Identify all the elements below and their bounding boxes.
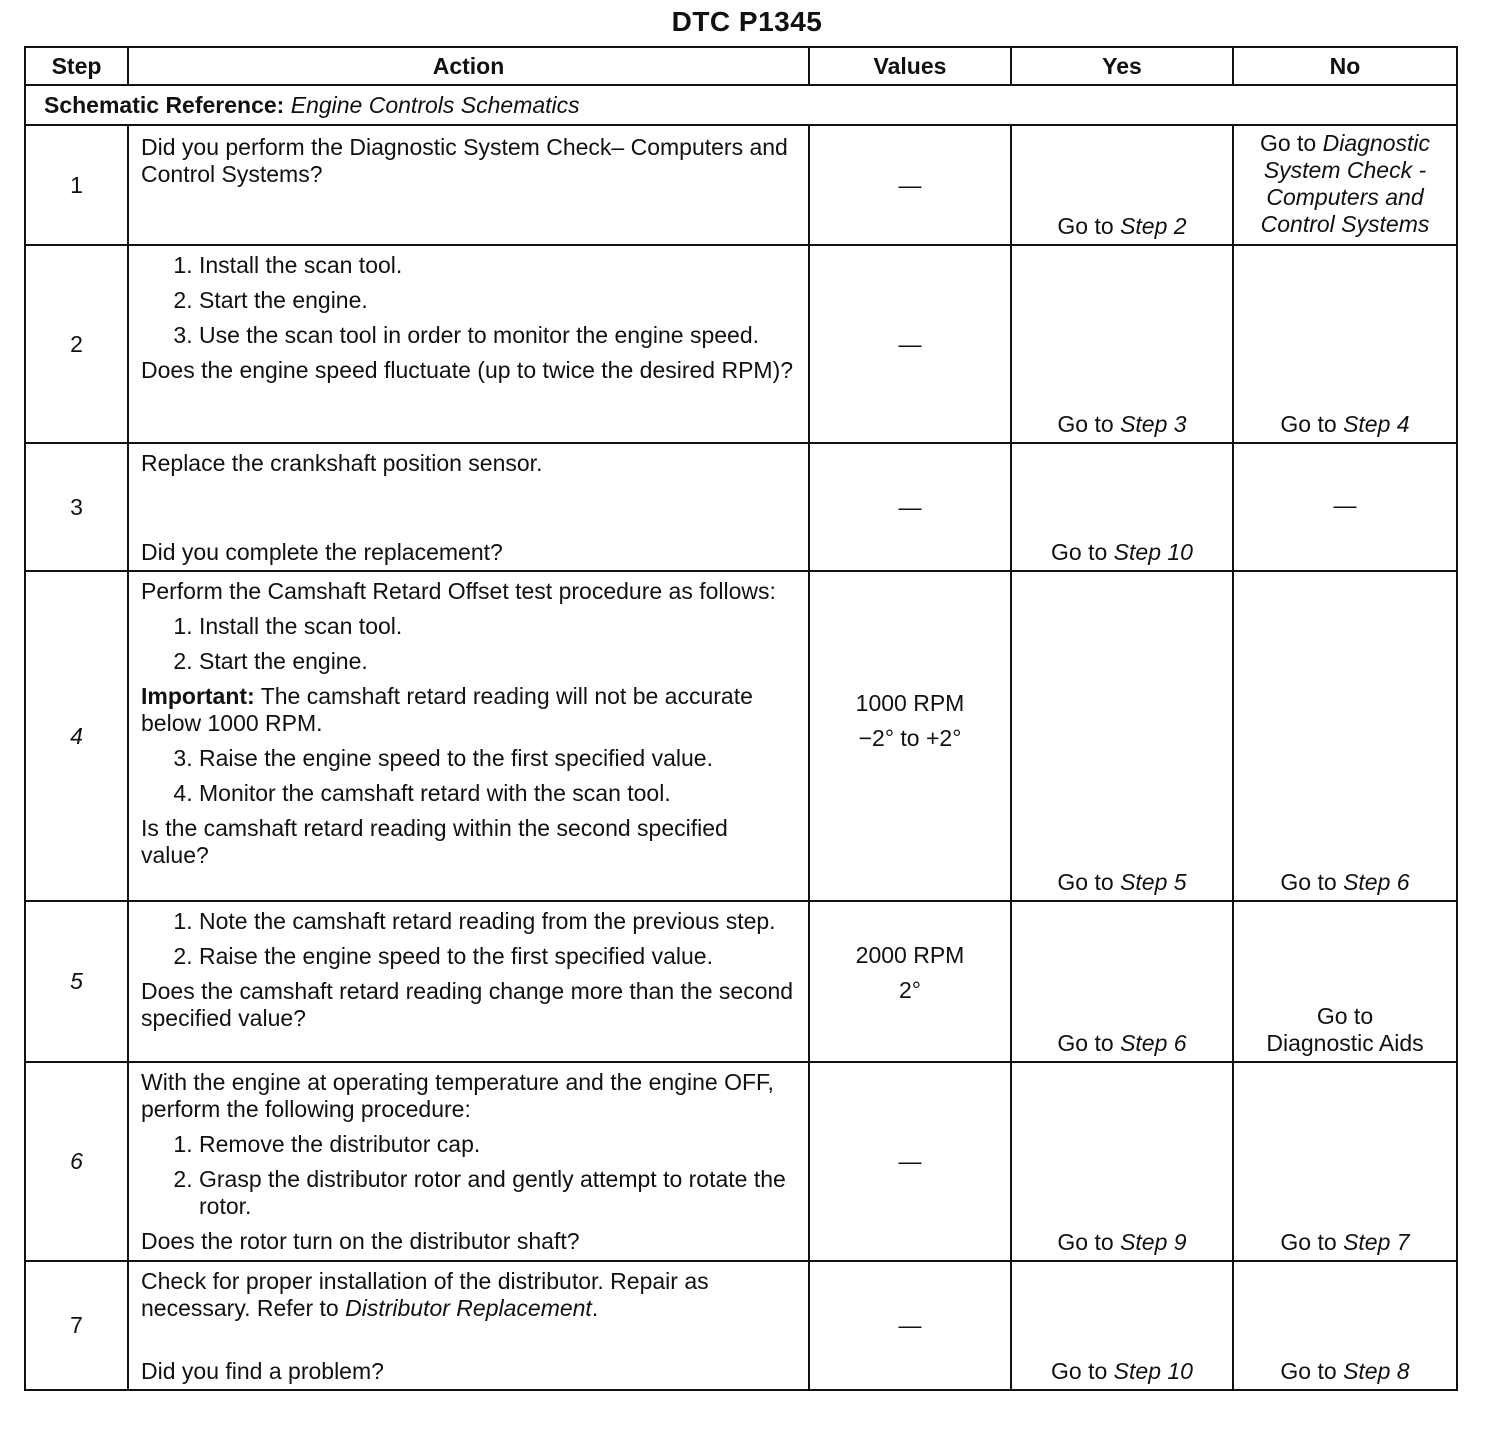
header-action: Action (128, 47, 809, 85)
procedure-list (141, 613, 798, 675)
go-to-label: Go to (1316, 1003, 1374, 1029)
procedure-item: 1. Install the scan tool. (199, 252, 798, 279)
yes-target: Step 10 (1113, 1358, 1193, 1384)
procedure-item: 2. Grasp the distributor rotor and gently attempt to rotate the rotor. (199, 1166, 798, 1220)
no-target: Diagnostic System Check - Computers and Control Systems (1260, 130, 1431, 237)
procedure-item: 3. Raise the engine speed to the first specified value. (199, 745, 798, 772)
table-row (25, 1261, 1457, 1390)
action-cell (128, 443, 809, 571)
value-cell: — (809, 1261, 1011, 1390)
procedure-list (141, 252, 798, 349)
value-cell: — (809, 245, 1011, 443)
yes-cell (1011, 245, 1233, 443)
table-row (25, 901, 1457, 1062)
header-step: Step (25, 47, 128, 85)
go-to-label: Go to (1280, 1229, 1337, 1255)
no-cell (1233, 1062, 1457, 1261)
yes-target: Step 10 (1113, 539, 1193, 565)
value-line: 2° (899, 976, 921, 1003)
no-target: Step 4 (1343, 411, 1410, 437)
value-line: 1000 RPM (855, 690, 965, 716)
no-cell (1233, 901, 1457, 1062)
yes-target: Step 5 (1120, 869, 1187, 895)
yes-cell (1011, 901, 1233, 1062)
distributor-replacement-ref: Distributor Replacement (345, 1295, 592, 1321)
table-row (25, 571, 1457, 901)
step-number: 5 (25, 901, 128, 1062)
procedure-item: 2. Start the engine. (199, 648, 798, 675)
no-cell (1233, 245, 1457, 443)
important-note (141, 683, 798, 737)
action-cell (128, 1261, 809, 1390)
action-text: Replace the crankshaft position sensor. (141, 450, 543, 476)
go-to-label: Go to (1057, 869, 1114, 895)
question-text: Did you find a problem? (141, 1358, 384, 1384)
schematic-reference-label: Schematic Reference: (44, 91, 285, 118)
period: . (591, 1295, 599, 1321)
header-values: Values (809, 47, 1011, 85)
no-target: Step 8 (1343, 1358, 1410, 1384)
schematic-reference-row (25, 85, 1457, 125)
table-row (25, 125, 1457, 245)
procedure-item: 2. Raise the engine speed to the first specified value. (199, 943, 798, 970)
yes-target: Step 9 (1120, 1229, 1187, 1255)
important-label: Important: (141, 683, 255, 709)
action-cell (128, 245, 809, 443)
question-text: Does the engine speed fluctuate (up to twice the desired RPM)? (141, 357, 794, 383)
schematic-reference-link: Engine Controls Schematics (290, 91, 580, 118)
question-text: Did you complete the replacement? (141, 539, 503, 565)
no-cell (1233, 125, 1457, 245)
action-text: Did you perform the Diagnostic System Check– Computers and Control Systems? (141, 134, 788, 187)
yes-cell (1011, 571, 1233, 901)
no-cell (1233, 571, 1457, 901)
header-no: No (1233, 47, 1457, 85)
question-text: Is the camshaft retard reading within the second specified value? (141, 815, 728, 868)
no-cell (1233, 1261, 1457, 1390)
diagnostic-table (24, 46, 1458, 1391)
value-line: 2000 RPM (855, 941, 965, 968)
go-to-label: Go to (1051, 1358, 1108, 1384)
yes-target: Step 2 (1120, 213, 1187, 239)
table-row (25, 1062, 1457, 1261)
go-to-label: Go to (1051, 539, 1108, 565)
procedure-item: 1. Remove the distributor cap. (199, 1131, 798, 1158)
header-row (25, 47, 1457, 85)
action-cell (128, 1062, 809, 1261)
schematic-reference (25, 85, 1457, 125)
question-text: Does the camshaft retard reading change more than the second specified value? (141, 978, 794, 1031)
step-number: 3 (25, 443, 128, 571)
procedure-item: 1. Install the scan tool. (199, 613, 798, 640)
value-cell (809, 901, 1011, 1062)
go-to-label: Go to (1259, 130, 1317, 156)
action-text (141, 1268, 798, 1322)
procedure-item: 3. Use the scan tool in order to monitor the engine speed. (199, 322, 798, 349)
go-to-label: Go to (1280, 411, 1337, 437)
yes-target: Step 3 (1120, 411, 1187, 437)
value-cell: — (809, 1062, 1011, 1261)
table-row (25, 245, 1457, 443)
yes-target: Step 6 (1120, 1030, 1187, 1056)
go-to-label: Go to (1057, 1229, 1114, 1255)
yes-cell (1011, 443, 1233, 571)
value-cell: — (809, 125, 1011, 245)
action-text: With the engine at operating temperature and the engine OFF, perform the following procedure: (141, 1069, 774, 1122)
go-to-label: Go to (1057, 213, 1114, 239)
action-text: Perform the Camshaft Retard Offset test procedure as follows: (141, 578, 776, 604)
go-to-label: Go to (1280, 1358, 1337, 1384)
procedure-list (141, 908, 798, 970)
header-yes: Yes (1011, 47, 1233, 85)
procedure-item: 1. Note the camshaft retard reading from the previous step. (199, 908, 798, 935)
step-number: 7 (25, 1261, 128, 1390)
no-cell: — (1233, 443, 1457, 571)
yes-cell (1011, 1261, 1233, 1390)
action-cell (128, 901, 809, 1062)
important-text: The camshaft retard reading will not be accurate below 1000 RPM. (141, 683, 753, 736)
go-to-label: Go to (1057, 411, 1114, 437)
no-target: Diagnostic Aids (1266, 1030, 1424, 1056)
step-number: 4 (25, 571, 128, 901)
no-target: Step 7 (1343, 1229, 1410, 1255)
action-text-part: Check for proper installation of the distributor. Repair as necessary. Refer to (141, 1268, 709, 1321)
step-number: 6 (25, 1062, 128, 1261)
value-cell (809, 571, 1011, 901)
value-cell: — (809, 443, 1011, 571)
procedure-list (141, 745, 798, 807)
procedure-list (141, 1131, 798, 1220)
action-cell (128, 125, 809, 245)
go-to-label: Go to (1280, 869, 1337, 895)
no-target: Step 6 (1343, 869, 1410, 895)
procedure-item: 4. Monitor the camshaft retard with the scan tool. (199, 780, 798, 807)
yes-cell (1011, 1062, 1233, 1261)
procedure-item: 2. Start the engine. (199, 287, 798, 314)
page-title: DTC P1345 (671, 6, 823, 37)
step-number: 2 (25, 245, 128, 443)
table-row (25, 443, 1457, 571)
yes-cell (1011, 125, 1233, 245)
value-line: −2° to +2° (858, 725, 962, 751)
go-to-label: Go to (1057, 1030, 1114, 1056)
action-cell (128, 571, 809, 901)
step-number: 1 (25, 125, 128, 245)
question-text: Does the rotor turn on the distributor shaft? (141, 1228, 580, 1254)
